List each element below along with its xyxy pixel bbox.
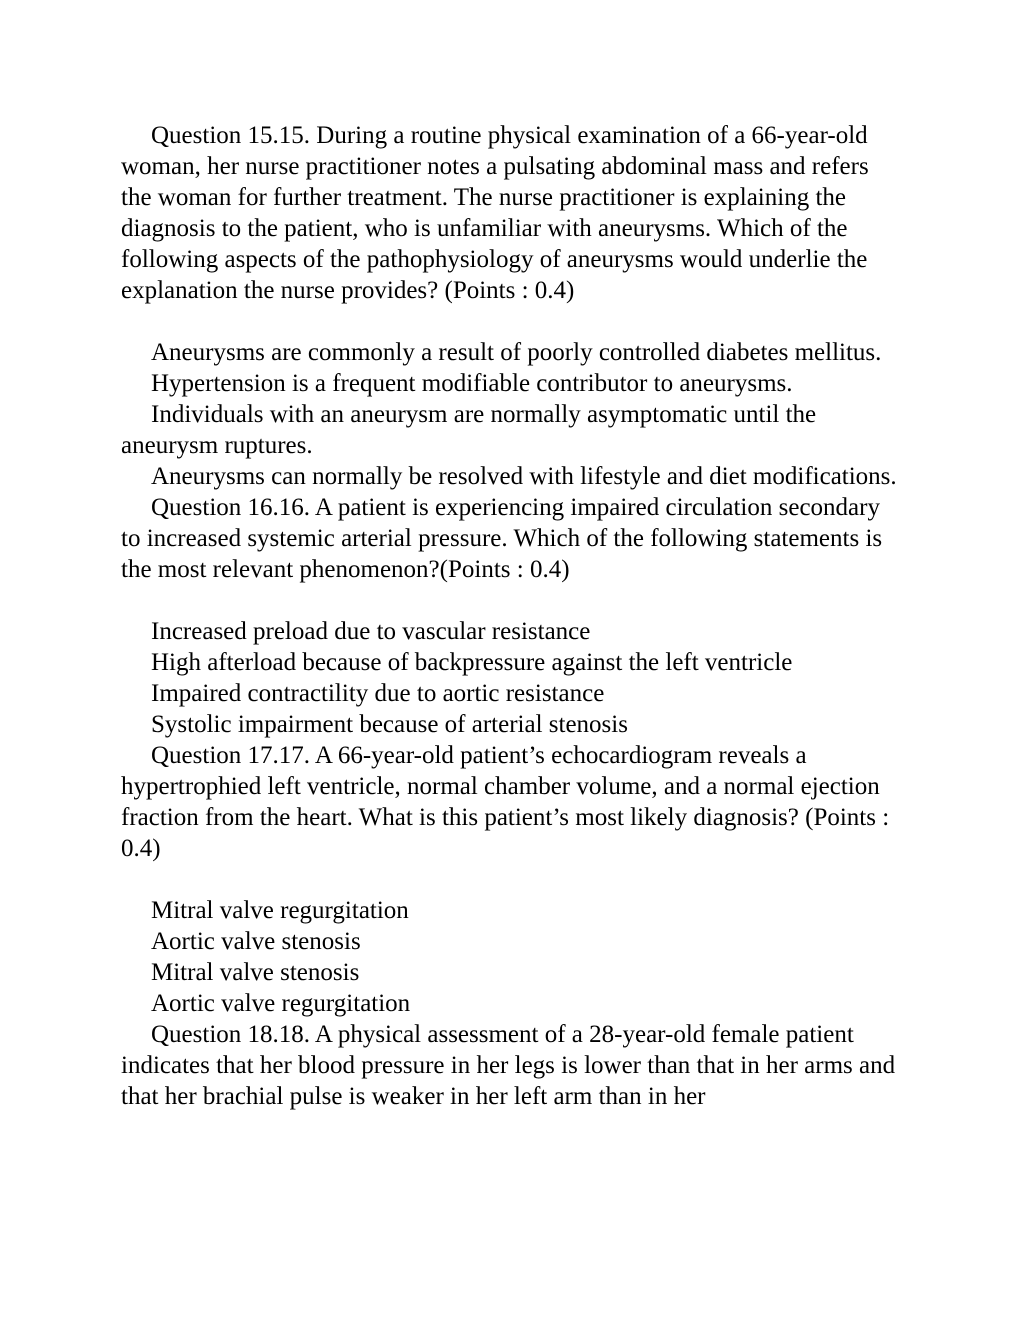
q16-option-4: Systolic impairment because of arterial stenosis	[151, 711, 628, 738]
spacer	[121, 864, 903, 895]
q15-option-2: Hypertension is a frequent modifiable contributor to aneurysms.	[151, 370, 793, 397]
document-body	[121, 120, 903, 1112]
q16-option-3: Impaired contractility due to aortic resistance	[151, 680, 605, 707]
question-15-text: Question 15.15. During a routine physical examination of a 66-year-old woman, her nurse practitioner notes a pulsating abdominal mass and refers the woman for further treatment. The nurse practitioner is explaining the diagnosis to the patient, who is unfamiliar with aneurysms. Which of the following aspects of the pathophysiology of aneurysms would underlie the explanation the nurse provides? (Points : 0.4)	[121, 122, 880, 304]
q16-option-2: High afterload because of backpressure against the left ventricle	[151, 649, 793, 676]
q17-option-4: Aortic valve regurgitation	[151, 990, 411, 1017]
q15-option-1: Aneurysms are commonly a result of poorly controlled diabetes mellitus.	[151, 339, 882, 366]
q17-option-3: Mitral valve stenosis	[151, 959, 360, 986]
q16-option-1: Increased preload due to vascular resistance	[151, 618, 591, 645]
spacer	[121, 585, 903, 616]
q17-option-1: Mitral valve regurgitation	[151, 897, 409, 924]
question-16-text: Question 16.16. A patient is experiencing impaired circulation secondary to increased systemic arterial pressure. Which of the following statements is the most relevant phenomenon?(Points : 0.4)	[121, 494, 889, 583]
question-18-text: Question 18.18. A physical assessment of a 28-year-old female patient indicates that her blood pressure in her legs is lower than that in her arms and that her brachial pulse is weaker in her left arm than in her	[121, 1021, 902, 1110]
question-17-text: Question 17.17. A 66-year-old patient’s echocardiogram reveals a hypertrophied left ventricle, normal chamber volume, and a normal ejection fraction from the heart. What is this patient’s most likely diagnosis? (Points : 0.4)	[121, 742, 896, 862]
spacer	[121, 306, 903, 337]
q15-option-3: Individuals with an aneurysm are normally asymptomatic until the aneurysm ruptures.	[121, 401, 823, 459]
q17-option-2: Aortic valve stenosis	[151, 928, 361, 955]
q15-option-4: Aneurysms can normally be resolved with lifestyle and diet modifications.	[151, 463, 897, 490]
